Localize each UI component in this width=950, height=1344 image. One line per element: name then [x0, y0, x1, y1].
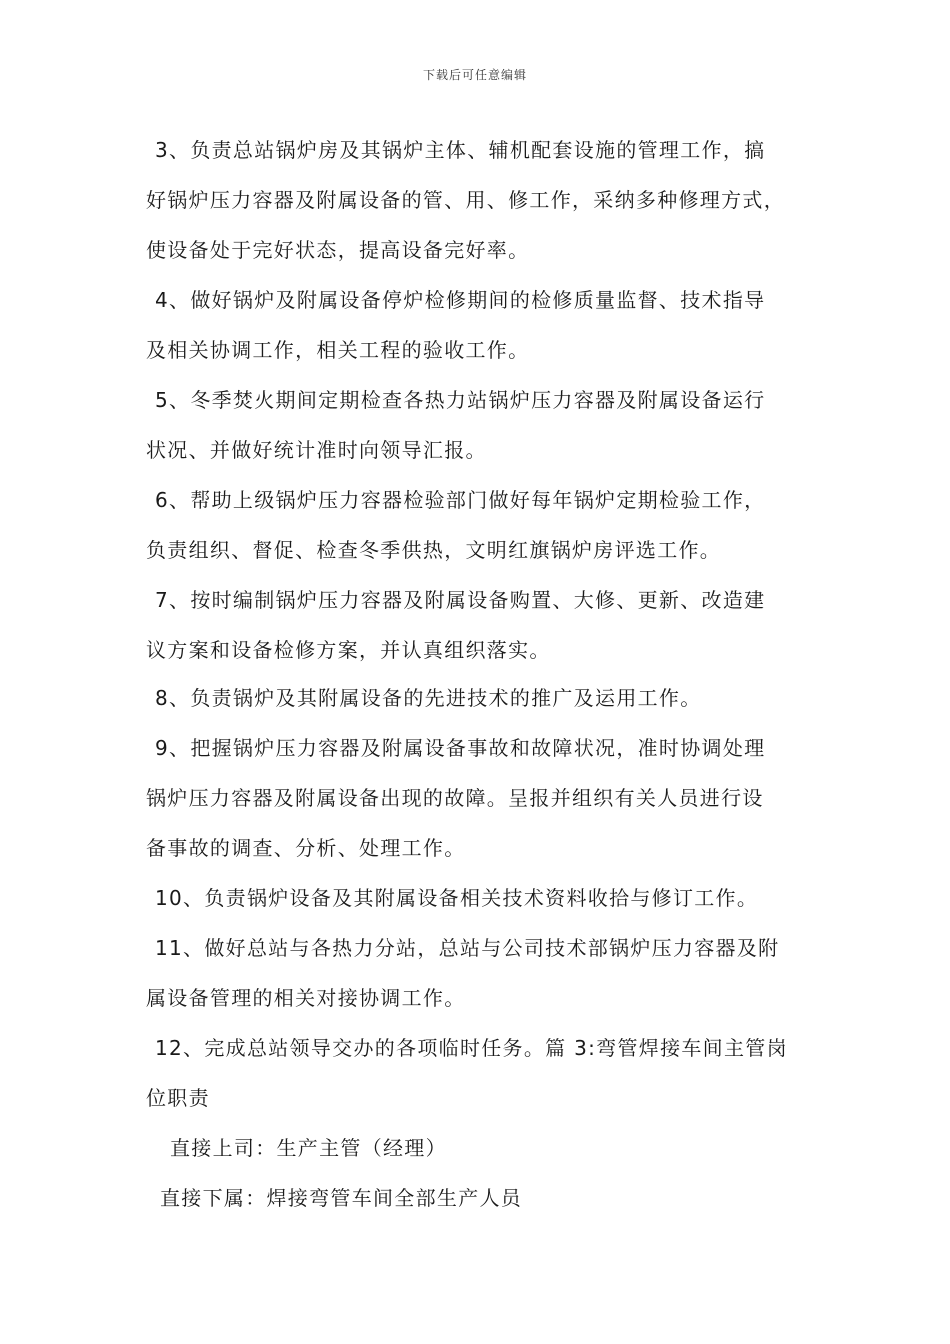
paragraph-9-line-1: 9、把握锅炉压力容器及附属设备事故和故障状况，准时协调处理 — [155, 736, 766, 760]
paragraph-3-line-2: 好锅炉压力容器及附属设备的管、用、修工作，采纳多种修理方式， — [146, 188, 785, 212]
direct-superior-line: 直接上司：生产主管（经理） — [170, 1136, 447, 1160]
paragraph-8-line-1: 8、负责锅炉及其附属设备的先进技术的推广及运用工作。 — [155, 686, 702, 710]
paragraph-11-line-1: 11、做好总站与各热力分站，总站与公司技术部锅炉压力容器及附 — [155, 936, 780, 960]
paragraph-6-line-1: 6、帮助上级锅炉压力容器检验部门做好每年锅炉定期检验工作， — [155, 488, 766, 512]
paragraph-9-line-2: 锅炉压力容器及附属设备出现的故障。呈报并组织有关人员进行设 — [146, 786, 764, 810]
paragraph-5-line-1: 5、冬季焚火期间定期检查各热力站锅炉压力容器及附属设备运行 — [155, 388, 766, 412]
paragraph-4-line-1: 4、做好锅炉及附属设备停炉检修期间的检修质量监督、技术指导 — [155, 288, 766, 312]
page-header: 下载后可任意编辑 — [422, 68, 527, 82]
paragraph-3-line-1: 3、负责总站锅炉房及其锅炉主体、辅机配套设施的管理工作，搞 — [155, 138, 766, 162]
paragraph-4-line-2: 及相关协调工作，相关工程的验收工作。 — [146, 338, 530, 362]
paragraph-12-line-1: 12、完成总站领导交办的各项临时任务。篇 3:弯管焊接车间主管岗 — [155, 1036, 788, 1060]
paragraph-9-line-3: 备事故的调查、分析、处理工作。 — [146, 836, 466, 860]
paragraph-6-line-2: 负责组织、督促、检查冬季供热，文明红旗锅炉房评选工作。 — [146, 538, 722, 562]
paragraph-7-line-1: 7、按时编制锅炉压力容器及附属设备购置、大修、更新、改造建 — [155, 588, 766, 612]
paragraph-10-line-1: 10、负责锅炉设备及其附属设备相关技术资料收拾与修订工作。 — [155, 886, 759, 910]
paragraph-12-line-2: 位职责 — [146, 1086, 210, 1110]
paragraph-7-line-2: 议方案和设备检修方案，并认真组织落实。 — [146, 638, 551, 662]
paragraph-11-line-2: 属设备管理的相关对接协调工作。 — [146, 986, 466, 1010]
paragraph-5-line-2: 状况、并做好统计准时向领导汇报。 — [146, 438, 487, 462]
direct-subordinate-line: 直接下属：焊接弯管车间全部生产人员 — [160, 1186, 523, 1210]
paragraph-3-line-3: 使设备处于完好状态，提高设备完好率。 — [146, 238, 530, 262]
